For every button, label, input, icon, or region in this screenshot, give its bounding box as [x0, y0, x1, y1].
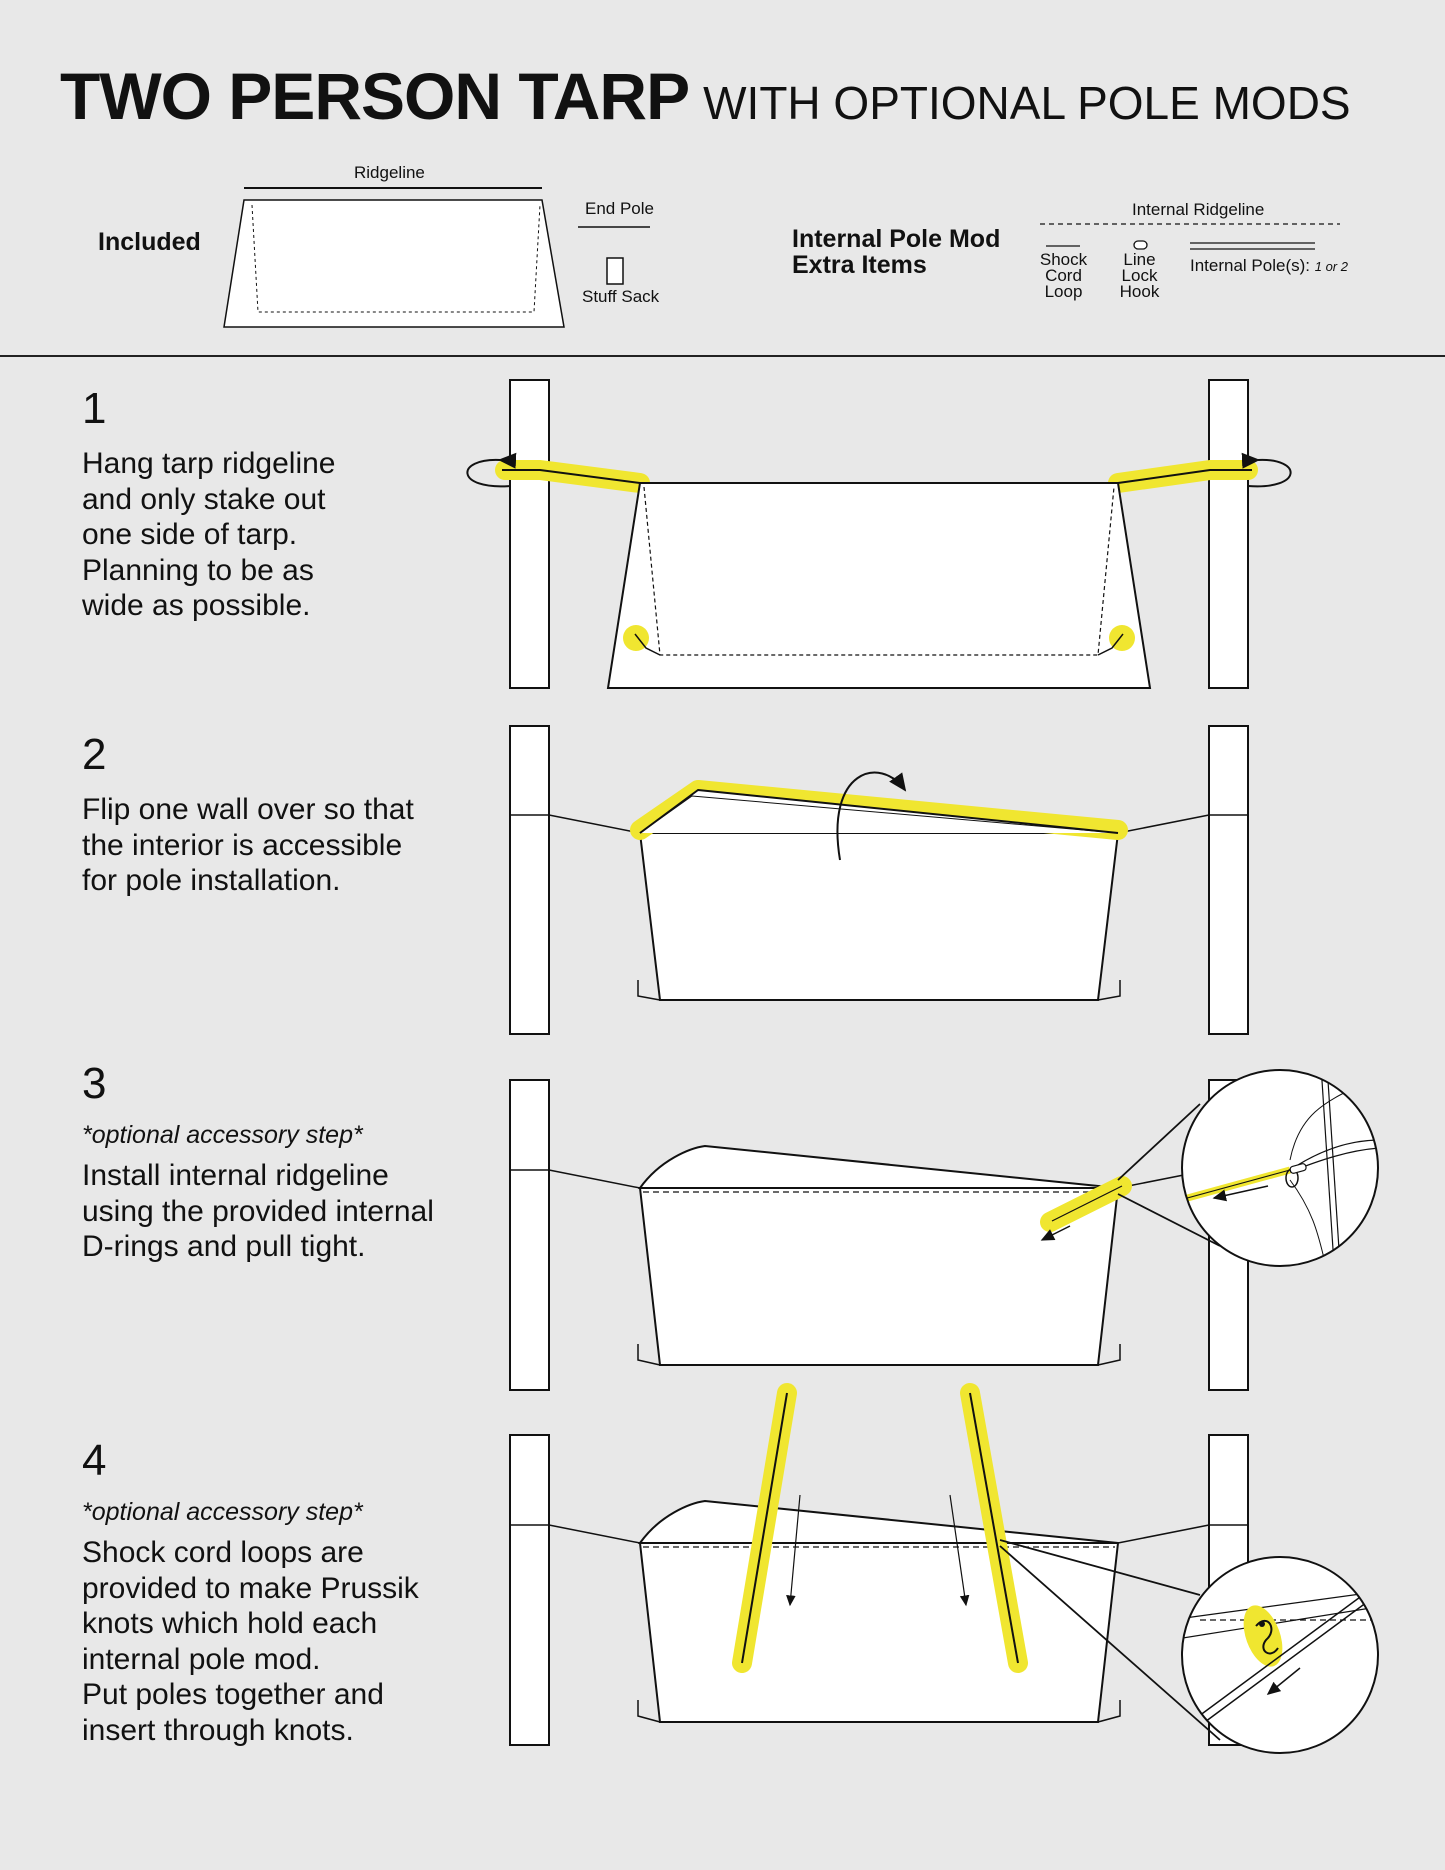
extra-items-heading-line1: Internal Pole Mod — [792, 225, 1001, 253]
included-heading: Included — [98, 228, 201, 256]
left-end-pole — [510, 1080, 549, 1390]
line-lock-hook-label: Line Lock Hook — [1119, 250, 1160, 301]
step-4-diagram — [510, 1393, 1390, 1753]
step-number: 1 — [82, 384, 107, 433]
step-number: 3 — [82, 1059, 107, 1108]
tarp-icon — [224, 200, 564, 327]
step-description: Install internal ridgeline using the provided internal D-rings and pull tight. — [82, 1159, 434, 1263]
stuff-sack-label: Stuff Sack — [582, 287, 660, 306]
step-optional-note: *optional accessory step* — [82, 1121, 363, 1149]
left-end-pole — [510, 380, 549, 688]
included-items-icons — [224, 188, 650, 327]
right-end-pole — [1209, 380, 1248, 688]
line-lock-hook-icon — [1134, 241, 1147, 249]
step-description: Shock cord loops are provided to make Prussik knots which hold each internal pole mod. Put poles together and insert through knots. — [82, 1536, 419, 1747]
shock-cord-loop-label: Shock Cord Loop — [1039, 250, 1088, 301]
step-optional-note: *optional accessory step* — [82, 1498, 363, 1526]
ridgeline-label: Ridgeline — [354, 163, 425, 182]
extra-items-icons — [1040, 224, 1340, 249]
internal-ridgeline-label: Internal Ridgeline — [1132, 200, 1265, 219]
step-description: Flip one wall over so that the interior is accessible for pole installation. — [82, 793, 414, 897]
left-end-pole — [510, 726, 549, 1034]
tarp-body — [640, 1543, 1118, 1722]
right-end-pole — [1209, 726, 1248, 1034]
end-pole-label: End Pole — [585, 199, 654, 218]
flipped-wall — [640, 1501, 1118, 1543]
step-2-diagram — [510, 726, 1248, 1034]
step-description: Hang tarp ridgeline and only stake out one side of tarp. Planning to be as wide as possible. — [82, 447, 336, 622]
extra-items-heading-line2: Extra Items — [792, 251, 927, 279]
internal-pole-icon — [1190, 243, 1315, 249]
prussik-knot-detail-callout — [1170, 1557, 1390, 1753]
step-number: 4 — [82, 1436, 107, 1485]
tarp-body — [640, 833, 1118, 1000]
tarp-outline — [608, 483, 1150, 688]
step-1-diagram — [467, 380, 1290, 688]
left-end-pole — [510, 1435, 549, 1745]
internal-poles-qty: 1 or 2 — [1314, 259, 1348, 274]
stuff-sack-icon — [607, 258, 623, 284]
step-number: 2 — [82, 730, 107, 779]
step-3-diagram — [510, 1050, 1380, 1390]
flipped-wall — [640, 1146, 1118, 1188]
title-main: TWO PERSON TARP — [60, 59, 690, 133]
title-sub: WITH OPTIONAL POLE MODS — [703, 77, 1351, 129]
internal-poles-text: Internal Pole(s): — [1190, 256, 1310, 275]
